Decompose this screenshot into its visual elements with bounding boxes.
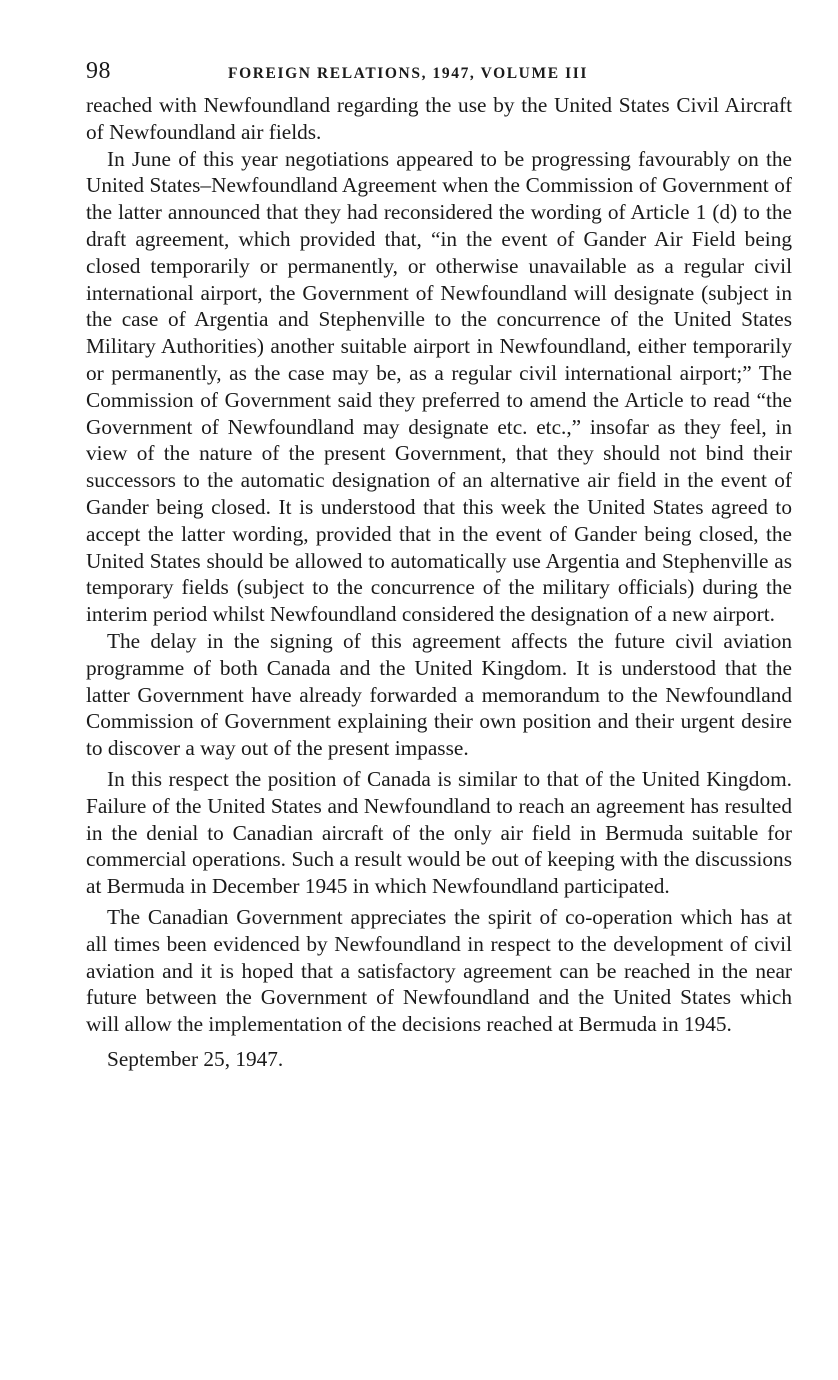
page-number: 98 — [86, 58, 111, 84]
paragraph-canada-position: In this respect the position of Canada is similar to that of the United Kingdom. Failure of the United States and Newfoundland to reach an agreement has resulted in the denial to Canadian aircraft of the only air field in Bermuda suitable for commercial operations. Such a result would be out of keeping with the discussions at Bermuda in December 1945 in which Newfoundland participated. — [86, 766, 792, 899]
running-title: FOREIGN RELATIONS, 1947, VOLUME III — [228, 65, 588, 82]
paragraph-canadian-government: The Canadian Government appreciates the spirit of co-operation which has at all times been evidenced by Newfoundland in respect to the development of civil aviation and it is hoped that a satisfactory agreement can be reached in the near future between the Government of Newfoundland and the United States which will allow the implementation of the decisions reached at Bermuda in 1945. — [86, 904, 792, 1037]
document-page — [86, 58, 792, 1073]
body-text — [86, 92, 792, 1073]
running-header — [86, 58, 792, 92]
date-line: September 25, 1947. — [107, 1046, 284, 1071]
paragraph-continuation: reached with Newfoundland regarding the use by the United States Civil Aircraft of Newfoundland air fields. — [86, 93, 792, 144]
paragraph-delay: The delay in the signing of this agreement affects the future civil aviation programme of both Canada and the United Kingdom. It is understood that the latter Government have already forwarded a memorandum to the Newfoundland Commission of Government explaining their own position and their urgent desire to discover a way out of the present impasse. — [86, 628, 792, 761]
paragraph-negotiations: In June of this year negotiations appeared to be progressing favourably on the United States–Newfoundland Agreement when the Commission of Government of the latter announced that they had reconsidered the wording of Article 1 (d) to the draft agreement, which provided that, “in the event of Gander Air Field being closed temporarily or permanently, or otherwise unavailable as a regular civil international airport, the Government of Newfoundland will designate (subject in the case of Argentia and Stephenville to the concurrence of the United States Military Authorities) another suitable airport in Newfoundland, either temporarily or permanently, as the case may be, as a regular civil international airport;” The Commission of Government said they preferred to amend the Article to read “the Government of Newfoundland may designate etc. etc.,” insofar as they feel, in view of the nature of the present Government, that they should not bind their successors to the automatic designation of an alternative air field in the event of Gander being closed. It is understood that this week the United States agreed to accept the latter wording, provided that in the event of Gander being closed, the United States should be allowed to automatically use Argentia and Stephenville as temporary fields (subject to the concurrence of the military officials) during the interim period whilst Newfoundland considered the designation of a new airport. — [86, 146, 792, 627]
